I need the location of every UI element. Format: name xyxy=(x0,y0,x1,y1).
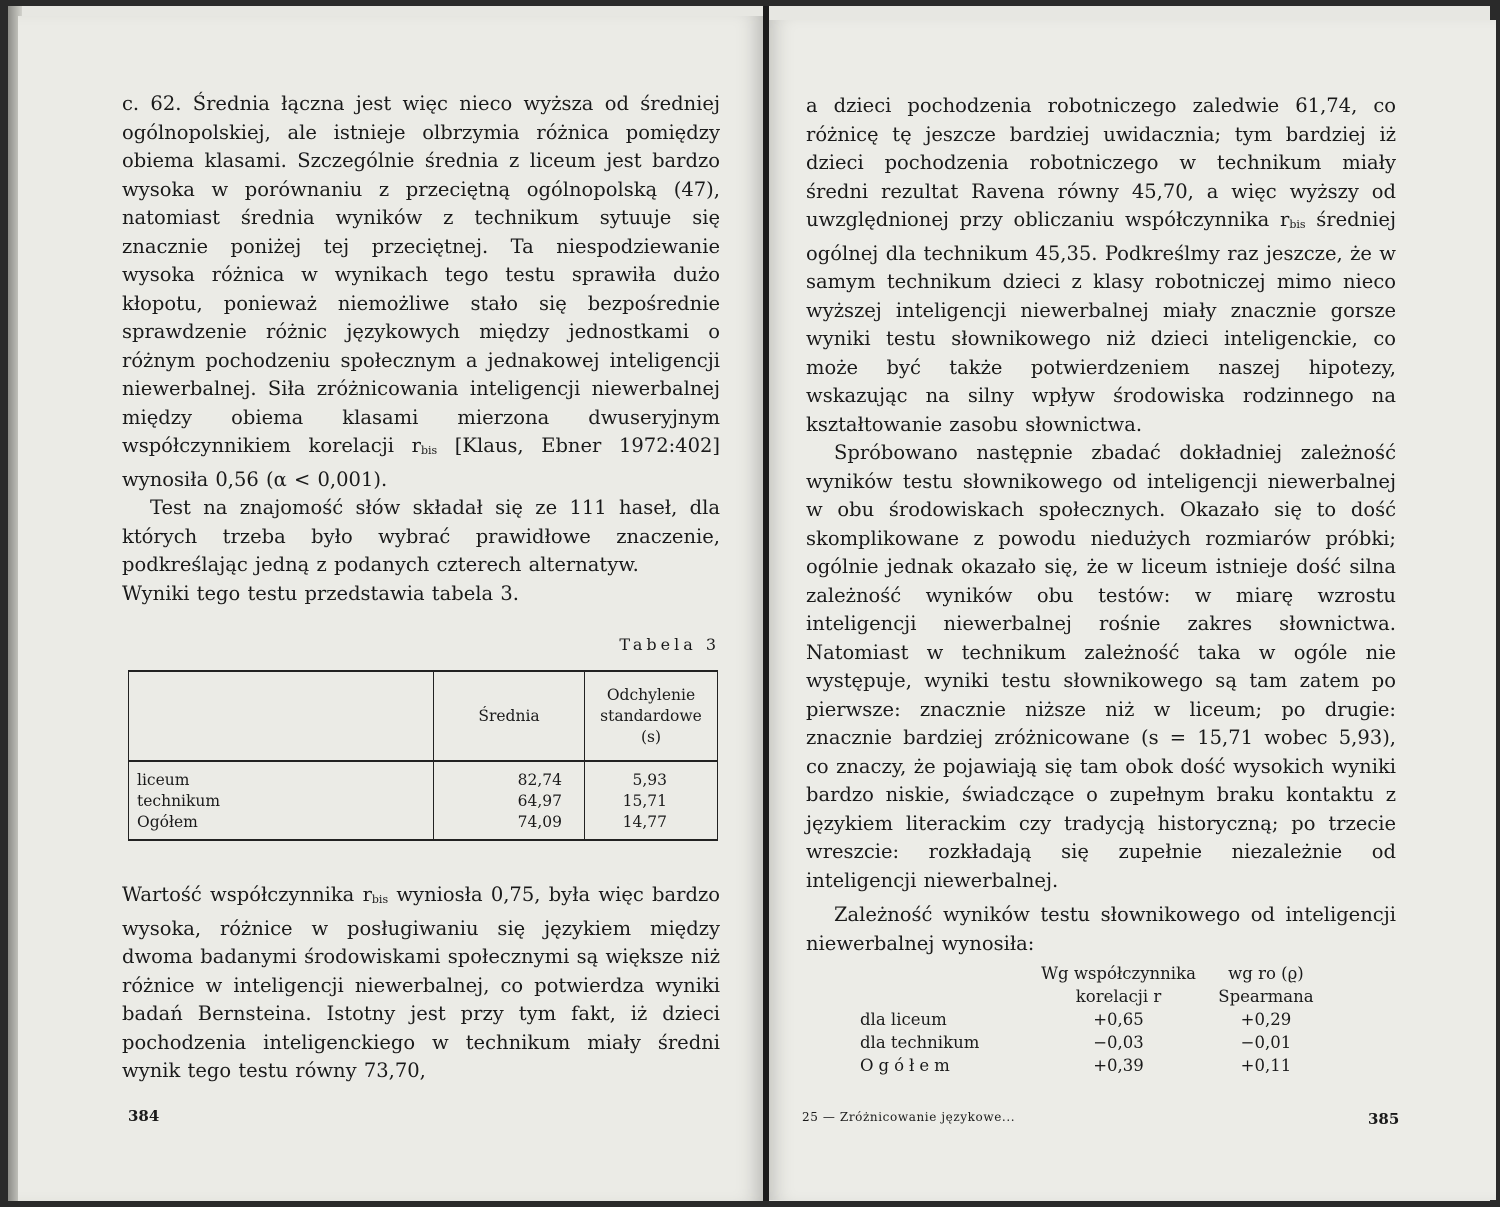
subscript: bis xyxy=(1289,218,1306,231)
right-page-body xyxy=(806,92,1396,958)
table-cell: liceum xyxy=(137,771,190,789)
left-page-body xyxy=(122,90,720,608)
paragraph: c. 62. Średnia łączna jest więc nieco wyższa od średniej ogólnopolskiej, ale istnieje olbrzymia różnica pomiędzy obiema klasami. Szczególnie średnia z liceum jest bardzo wysoka w porównaniu z przeciętną ogólnopolską (47), natomiast średnia wyników z technikum sytuuje się znacznie poniżej tej przeciętnej. Ta niespodziewanie wysoka różnica w wynikach tego testu sprawiła dużo kłopotu, ponieważ niemożliwe stało się bezpośrednie sprawdzenie różnic językowych między jednostkami o różnym pochodzeniu społecznym a jednakowej inteligencji niewerbalnej. Siła zróżnicowania inteligencji niewerbalnej między obiema klasami mierzona dwuseryjnym współczynnikiem korelacji rbis [Klaus, Ebner 1972:402] wynosiła 0,56 (α < 0,001). xyxy=(122,92,720,491)
table-header-row xyxy=(129,671,718,761)
paragraph: a dzieci pochodzenia robotniczego zaledwie 61,74, co różnicę tę jeszcze bardziej uwidacznia; tym bardziej iż dzieci pochodzenia robotniczego w technikum miały średni rezultat Ravena równy 45,70, a więc wyższy od uwzględnionej przy obliczaniu współczynnika rbis średniej ogólnej dla technikum 45,35. Podkreślmy raz jeszcze, że w samym technikum dzieci z klasy robotniczej mimo nieco wyższej inteligencji niewerbalnej miały znacznie gorsze wyniki testu słownikowego niż dzieci inteligenckie, co może być także potwierdzeniem naszej hipotezy, wskazując na silny wpływ środowiska rodzinnego na kształtowanie zasobu słownictwa. xyxy=(806,94,1396,436)
subscript: bis xyxy=(420,444,438,457)
rho-value: +0,11 xyxy=(1240,1056,1292,1075)
paragraph: Zależność wyników testu słownikowego od inteligencji niewerbalnej wynosiła: xyxy=(806,903,1396,955)
table-row xyxy=(129,812,718,840)
column-header: korelacji r xyxy=(1075,987,1162,1006)
page-number: 385 xyxy=(1368,1110,1400,1128)
row-label: dla liceum xyxy=(860,1010,947,1029)
column-header: wg ro (ϱ) xyxy=(1228,964,1304,983)
left-page-body-continued xyxy=(122,881,720,1086)
correlation-table xyxy=(860,962,1320,1077)
correlation-row xyxy=(860,1031,1320,1054)
correlation-row xyxy=(860,1008,1320,1031)
paragraph: Wartość współczynnika rbis wyniosła 0,75, była więc bardzo wysoka, różnice w posługiwaniu się językiem między dwoma badanymi środowiskami społecznymi są większe niż różnice w inteligencji niewerbalnej, co potwierdza wyniki badań Bernsteina. Istotny jest przy tym fakt, iż dzieci pochodzenia inteligenckiego w technikum miały średni wynik tego testu równy 73,70, xyxy=(122,883,720,1082)
paragraph: Test na znajomość słów składał się ze 111 haseł, dla których trzeba było wybrać prawidłowe znaczenie, podkreślając jedną z podanych czterech alternatyw. xyxy=(122,496,720,576)
subscript: bis xyxy=(371,893,389,906)
r-value: +0,39 xyxy=(1093,1056,1144,1075)
table-cell: 5,93 xyxy=(585,761,718,791)
paragraph: Spróbowano następnie zbadać dokładniej zależność wyników testu słownikowego od inteligencji niewerbalnej w obu środowiskach społecznych. Okazało się to dość skomplikowane z powodu niedużych rozmiarów próbki; ogólnie jednak okazało się, że w liceum istnieje dość silna zależność wyników obu testów: w miarę wzrostu inteligencji niewerbalnej rośnie zakres słownictwa. Natomiast w technikum zależność taka w ogóle nie występuje, wyniki testu słownikowego są tam zatem po pierwsze: znacznie niższe niż w liceum; po drugie: znacznie bardziej zróżnicowane (s = 15,71 wobec 5,93), co znaczy, że pojawiają się tam obok dość wysokich wyniki bardzo niskie, świadczące o zupełnym braku kontaktu z językiem literackim czy tradycją historyczną; po trzecie wreszcie: rozkładają się zupełnie niezależnie od inteligencji niewerbalnej. xyxy=(806,441,1396,892)
table-row xyxy=(129,791,718,812)
table-row xyxy=(129,761,718,791)
rho-value: −0,01 xyxy=(1240,1033,1292,1052)
column-header: Wg współczynnika xyxy=(1041,964,1196,983)
correlation-header-row xyxy=(860,985,1320,1008)
table-cell: Ogółem xyxy=(129,812,434,840)
table-header: Odchylenie standardowe (s) xyxy=(585,671,718,761)
results-table xyxy=(128,670,718,841)
table-cell: technikum xyxy=(137,792,221,810)
table-cell: 15,71 xyxy=(585,791,718,812)
table-cell: 82,74 xyxy=(434,761,585,791)
book-gutter xyxy=(763,6,769,1201)
page-number: 384 xyxy=(128,1107,160,1125)
column-header: Spearmana xyxy=(1218,987,1314,1006)
table-header: Średnia xyxy=(434,671,585,761)
rho-value: +0,29 xyxy=(1240,1010,1292,1029)
table-cell: 64,97 xyxy=(434,791,585,812)
row-label: Ogółem xyxy=(860,1056,955,1075)
paragraph: Wyniki tego testu przedstawia tabela 3. xyxy=(122,581,519,605)
correlation-header-row xyxy=(860,962,1320,985)
table-caption: Tabela 3 xyxy=(619,635,720,654)
table-cell: 74,09 xyxy=(434,812,585,840)
row-label: dla technikum xyxy=(860,1033,980,1052)
table-cell: 14,77 xyxy=(585,812,718,840)
r-value: +0,65 xyxy=(1093,1010,1144,1029)
correlation-row xyxy=(860,1054,1320,1077)
table-header xyxy=(129,671,434,761)
running-footer: 25 — Zróżnicowanie językowe... xyxy=(802,1110,1016,1124)
r-value: −0,03 xyxy=(1093,1033,1144,1052)
